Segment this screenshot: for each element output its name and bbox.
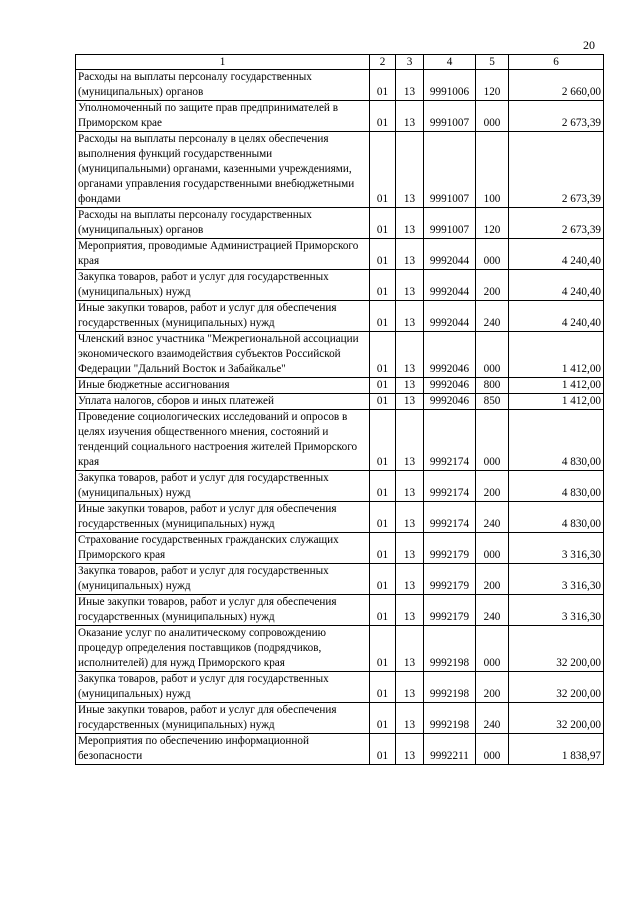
row-name-cell: Расходы на выплаты персоналу в целях обеспечения выполнения функций государственными (муниципальными) органами, казенными учреждениями, органами управления государственными внебюджетными фондами <box>76 132 370 208</box>
row-expense-type-cell: 240 <box>476 502 509 533</box>
row-name-cell: Закупка товаров, работ и услуг для государственных (муниципальных) нужд <box>76 564 370 595</box>
row-section-cell: 01 <box>370 410 396 471</box>
column-header: 6 <box>509 55 604 70</box>
row-amount-cell: 2 673,39 <box>509 101 604 132</box>
row-expense-type-cell: 200 <box>476 564 509 595</box>
row-expense-type-cell: 000 <box>476 332 509 378</box>
row-name-cell: Уплата налогов, сборов и иных платежей <box>76 394 370 410</box>
row-amount-cell: 3 316,30 <box>509 533 604 564</box>
row-name-cell: Закупка товаров, работ и услуг для государственных (муниципальных) нужд <box>76 270 370 301</box>
table-body <box>76 70 604 765</box>
row-target-article-cell: 9992174 <box>424 502 476 533</box>
table-row <box>76 301 604 332</box>
row-subsection-cell: 13 <box>396 471 424 502</box>
table-row <box>76 208 604 239</box>
row-section-cell: 01 <box>370 595 396 626</box>
row-name-cell: Расходы на выплаты персоналу государственных (муниципальных) органов <box>76 70 370 101</box>
row-name-cell: Закупка товаров, работ и услуг для государственных (муниципальных) нужд <box>76 471 370 502</box>
row-section-cell: 01 <box>370 270 396 301</box>
row-expense-type-cell: 000 <box>476 626 509 672</box>
row-subsection-cell: 13 <box>396 410 424 471</box>
row-expense-type-cell: 850 <box>476 394 509 410</box>
row-section-cell: 01 <box>370 394 396 410</box>
table-row <box>76 471 604 502</box>
row-amount-cell: 3 316,30 <box>509 595 604 626</box>
row-target-article-cell: 9991007 <box>424 132 476 208</box>
row-subsection-cell: 13 <box>396 703 424 734</box>
row-amount-cell: 1 412,00 <box>509 332 604 378</box>
row-section-cell: 01 <box>370 101 396 132</box>
column-header: 2 <box>370 55 396 70</box>
row-subsection-cell: 13 <box>396 332 424 378</box>
row-expense-type-cell: 800 <box>476 378 509 394</box>
row-amount-cell: 1 412,00 <box>509 394 604 410</box>
row-name-cell: Расходы на выплаты персоналу государственных (муниципальных) органов <box>76 208 370 239</box>
table-row <box>76 70 604 101</box>
row-target-article-cell: 9992179 <box>424 533 476 564</box>
table-row <box>76 332 604 378</box>
row-amount-cell: 2 660,00 <box>509 70 604 101</box>
row-name-cell: Иные закупки товаров, работ и услуг для обеспечения государственных (муниципальных) нужд <box>76 595 370 626</box>
row-amount-cell: 32 200,00 <box>509 626 604 672</box>
row-subsection-cell: 13 <box>396 70 424 101</box>
row-expense-type-cell: 240 <box>476 301 509 332</box>
row-subsection-cell: 13 <box>396 672 424 703</box>
row-subsection-cell: 13 <box>396 734 424 765</box>
row-section-cell: 01 <box>370 208 396 239</box>
row-expense-type-cell: 240 <box>476 595 509 626</box>
row-name-cell: Иные закупки товаров, работ и услуг для обеспечения государственных (муниципальных) нужд <box>76 703 370 734</box>
row-amount-cell: 4 830,00 <box>509 471 604 502</box>
column-header: 4 <box>424 55 476 70</box>
row-subsection-cell: 13 <box>396 239 424 270</box>
table-row <box>76 703 604 734</box>
row-target-article-cell: 9992211 <box>424 734 476 765</box>
row-expense-type-cell: 100 <box>476 132 509 208</box>
row-target-article-cell: 9992044 <box>424 239 476 270</box>
row-subsection-cell: 13 <box>396 101 424 132</box>
row-target-article-cell: 9991007 <box>424 101 476 132</box>
row-subsection-cell: 13 <box>396 378 424 394</box>
table-row <box>76 626 604 672</box>
row-amount-cell: 4 240,40 <box>509 270 604 301</box>
row-name-cell: Проведение социологических исследований и опросов в целях изучения общественного мнения, состояний и тенденций социального настроения жителей Приморского края <box>76 410 370 471</box>
row-target-article-cell: 9992179 <box>424 564 476 595</box>
row-name-cell: Иные закупки товаров, работ и услуг для обеспечения государственных (муниципальных) нужд <box>76 301 370 332</box>
row-subsection-cell: 13 <box>396 301 424 332</box>
row-amount-cell: 2 673,39 <box>509 208 604 239</box>
row-amount-cell: 4 830,00 <box>509 502 604 533</box>
row-expense-type-cell: 000 <box>476 533 509 564</box>
table-row <box>76 101 604 132</box>
table-header-row <box>76 55 604 70</box>
row-subsection-cell: 13 <box>396 208 424 239</box>
table-row <box>76 270 604 301</box>
row-target-article-cell: 9992044 <box>424 270 476 301</box>
table-row <box>76 672 604 703</box>
row-target-article-cell: 9992046 <box>424 378 476 394</box>
row-target-article-cell: 9992179 <box>424 595 476 626</box>
row-subsection-cell: 13 <box>396 502 424 533</box>
row-section-cell: 01 <box>370 502 396 533</box>
row-amount-cell: 4 240,40 <box>509 239 604 270</box>
row-amount-cell: 32 200,00 <box>509 703 604 734</box>
row-section-cell: 01 <box>370 564 396 595</box>
row-subsection-cell: 13 <box>396 270 424 301</box>
row-amount-cell: 3 316,30 <box>509 564 604 595</box>
row-target-article-cell: 9991007 <box>424 208 476 239</box>
row-section-cell: 01 <box>370 626 396 672</box>
table-row <box>76 239 604 270</box>
row-section-cell: 01 <box>370 70 396 101</box>
row-section-cell: 01 <box>370 471 396 502</box>
row-amount-cell: 1 412,00 <box>509 378 604 394</box>
row-name-cell: Мероприятия по обеспечению информационной безопасности <box>76 734 370 765</box>
row-expense-type-cell: 120 <box>476 70 509 101</box>
row-name-cell: Страхование государственных гражданских служащих Приморского края <box>76 533 370 564</box>
row-expense-type-cell: 000 <box>476 101 509 132</box>
row-amount-cell: 2 673,39 <box>509 132 604 208</box>
row-subsection-cell: 13 <box>396 626 424 672</box>
row-section-cell: 01 <box>370 672 396 703</box>
table-row <box>76 378 604 394</box>
table-row <box>76 734 604 765</box>
column-header: 5 <box>476 55 509 70</box>
row-section-cell: 01 <box>370 332 396 378</box>
row-amount-cell: 4 830,00 <box>509 410 604 471</box>
row-target-article-cell: 9992174 <box>424 410 476 471</box>
row-amount-cell: 1 838,97 <box>509 734 604 765</box>
row-section-cell: 01 <box>370 378 396 394</box>
row-target-article-cell: 9992198 <box>424 626 476 672</box>
row-section-cell: 01 <box>370 301 396 332</box>
row-target-article-cell: 9992198 <box>424 703 476 734</box>
table-row <box>76 394 604 410</box>
row-target-article-cell: 9991006 <box>424 70 476 101</box>
row-section-cell: 01 <box>370 734 396 765</box>
table-row <box>76 533 604 564</box>
row-name-cell: Оказание услуг по аналитическому сопровождению процедур определения поставщиков (подрядчиков, исполнителей) для нужд Приморского края <box>76 626 370 672</box>
table-row <box>76 502 604 533</box>
row-name-cell: Членский взнос участника "Межрегиональной ассоциации экономического взаимодействия субъектов Российской Федерации "Дальний Восток и Забайкалье" <box>76 332 370 378</box>
row-subsection-cell: 13 <box>396 394 424 410</box>
table-row <box>76 132 604 208</box>
row-target-article-cell: 9992044 <box>424 301 476 332</box>
row-name-cell: Закупка товаров, работ и услуг для государственных (муниципальных) нужд <box>76 672 370 703</box>
row-expense-type-cell: 120 <box>476 208 509 239</box>
row-expense-type-cell: 000 <box>476 239 509 270</box>
row-target-article-cell: 9992046 <box>424 332 476 378</box>
row-section-cell: 01 <box>370 703 396 734</box>
row-expense-type-cell: 000 <box>476 734 509 765</box>
row-target-article-cell: 9992046 <box>424 394 476 410</box>
row-name-cell: Иные закупки товаров, работ и услуг для обеспечения государственных (муниципальных) нужд <box>76 502 370 533</box>
row-subsection-cell: 13 <box>396 533 424 564</box>
row-target-article-cell: 9992174 <box>424 471 476 502</box>
column-header: 1 <box>76 55 370 70</box>
row-target-article-cell: 9992198 <box>424 672 476 703</box>
page-number: 20 <box>583 38 595 52</box>
row-subsection-cell: 13 <box>396 564 424 595</box>
row-expense-type-cell: 200 <box>476 672 509 703</box>
row-subsection-cell: 13 <box>396 132 424 208</box>
row-name-cell: Уполномоченный по защите прав предпринимателей в Приморском крае <box>76 101 370 132</box>
table-row <box>76 410 604 471</box>
table-row <box>76 595 604 626</box>
row-subsection-cell: 13 <box>396 595 424 626</box>
row-expense-type-cell: 200 <box>476 471 509 502</box>
row-expense-type-cell: 200 <box>476 270 509 301</box>
row-expense-type-cell: 000 <box>476 410 509 471</box>
row-section-cell: 01 <box>370 533 396 564</box>
row-section-cell: 01 <box>370 132 396 208</box>
row-section-cell: 01 <box>370 239 396 270</box>
row-amount-cell: 4 240,40 <box>509 301 604 332</box>
row-name-cell: Мероприятия, проводимые Администрацией Приморского края <box>76 239 370 270</box>
table-row <box>76 564 604 595</box>
row-amount-cell: 32 200,00 <box>509 672 604 703</box>
budget-table <box>75 54 604 765</box>
row-name-cell: Иные бюджетные ассигнования <box>76 378 370 394</box>
row-expense-type-cell: 240 <box>476 703 509 734</box>
column-header: 3 <box>396 55 424 70</box>
